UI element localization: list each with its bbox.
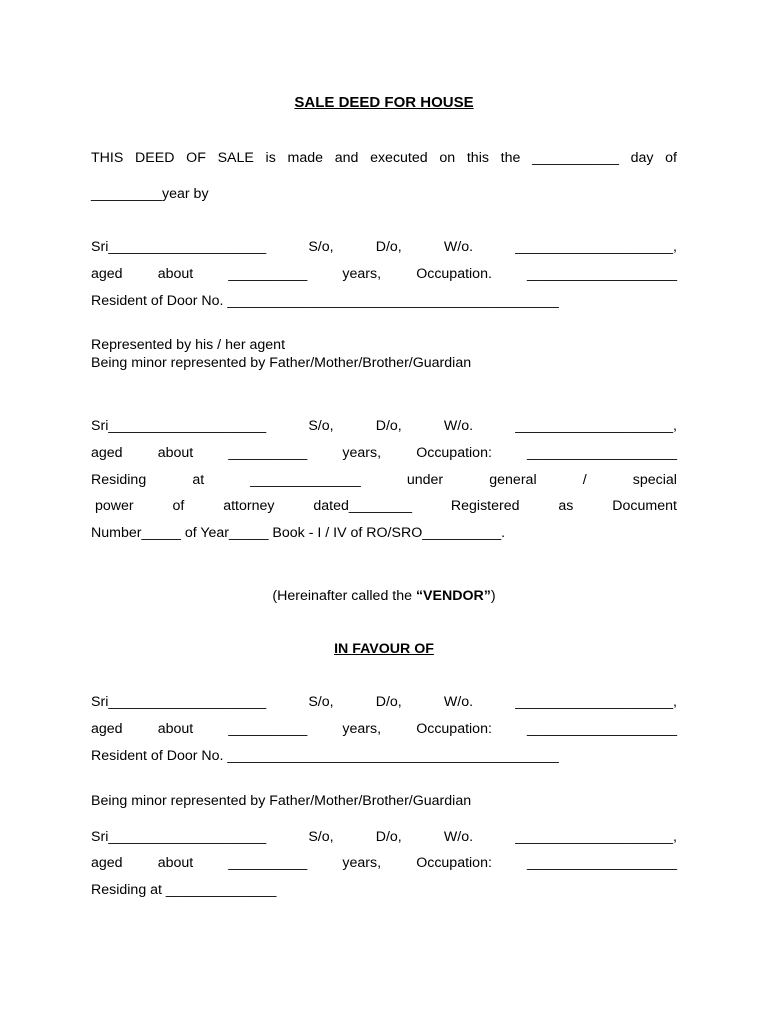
form-word: about (157, 855, 194, 871)
form-word: at (192, 472, 205, 488)
form-word: aged (91, 445, 123, 461)
form-word: SALE (217, 150, 254, 166)
form-word: about (157, 445, 194, 461)
form-word: D/o, (375, 239, 402, 255)
form-word: aged (91, 266, 123, 282)
purchaser-1-residence-row: Resident of Door No. __________________________________________ (91, 748, 559, 764)
agent-line: Represented by his / her agent (91, 337, 286, 353)
form-word: __________ (228, 445, 308, 461)
form-word: S/o, (308, 239, 334, 255)
vendor-caption-term: “VENDOR” (415, 588, 491, 604)
minor-guardian-line: Being minor represented by Father/Mother/Brother/Guardian (91, 355, 472, 371)
form-word: THIS (91, 150, 124, 166)
vendor-1-age-row (91, 265, 677, 283)
vendor-caption-prefix: (Hereinafter called the (272, 588, 416, 604)
form-word: ___________________ (527, 266, 677, 282)
favour-heading: IN FAVOUR OF (334, 641, 434, 657)
form-word: of (665, 150, 677, 166)
form-word: Occupation: (416, 445, 492, 461)
form-word: ____________________, (515, 694, 677, 710)
form-word: Sri____________________ (91, 239, 267, 255)
form-word: general (489, 472, 537, 488)
form-word: under (406, 472, 444, 488)
purchaser-2-residing-row: Residing at ______________ (91, 882, 277, 898)
form-word: S/o, (308, 829, 334, 845)
form-word: W/o. (443, 418, 474, 434)
vendor-caption-suffix: ) (490, 588, 496, 604)
form-word: Sri____________________ (91, 829, 267, 845)
form-word: __________ (228, 721, 308, 737)
vendor-1-residence-row: Resident of Door No. __________________________________________ (91, 293, 559, 309)
form-word: of (172, 498, 185, 514)
form-word: OF (186, 150, 206, 166)
form-word: attorney (223, 498, 275, 514)
form-word: and (334, 150, 359, 166)
form-word: about (157, 721, 194, 737)
form-word: dated________ (313, 498, 413, 514)
vendor-2-residing-row (91, 471, 677, 489)
form-word: Sri____________________ (91, 694, 267, 710)
form-word: S/o, (308, 418, 334, 434)
purchaser-2-name-row (91, 828, 677, 846)
vendor-caption (0, 587, 768, 605)
purchaser-2-age-row (91, 854, 677, 872)
form-word: the (500, 150, 521, 166)
form-word: made (287, 150, 323, 166)
purchaser-minor-guardian-line: Being minor represented by Father/Mother/Brother/Guardian (91, 793, 472, 809)
intro-line-1 (91, 149, 677, 167)
vendor-2-name-row (91, 417, 677, 435)
form-word: DEED (135, 150, 175, 166)
purchaser-1-age-row (91, 720, 677, 738)
form-word: Occupation: (416, 721, 492, 737)
form-word: about (157, 266, 194, 282)
form-word: W/o. (443, 694, 474, 710)
form-word: executed (370, 150, 428, 166)
form-word: is (265, 150, 276, 166)
intro-line-2: _________year by (91, 186, 209, 202)
vendor-2-age-row (91, 444, 677, 462)
form-word: as (558, 498, 574, 514)
form-word: Occupation. (416, 266, 492, 282)
form-word: power (91, 498, 134, 514)
form-word: Sri____________________ (91, 418, 267, 434)
form-word: D/o, (375, 829, 402, 845)
form-word: S/o, (308, 694, 334, 710)
document-title: SALE DEED FOR HOUSE (294, 94, 474, 111)
form-word: Residing (91, 472, 147, 488)
form-word: ___________________ (527, 721, 677, 737)
form-word: Registered (450, 498, 520, 514)
vendor-2-poa-row (91, 497, 677, 515)
form-word: special (632, 472, 677, 488)
form-word: aged (91, 855, 123, 871)
form-word: __________ (228, 266, 308, 282)
form-word: W/o. (443, 239, 474, 255)
form-word: Document (612, 498, 677, 514)
form-word: years, (342, 721, 382, 737)
form-word: ____________________, (515, 829, 677, 845)
vendor-1-name-row (91, 238, 677, 256)
form-word: D/o, (375, 694, 402, 710)
form-word: ___________ (532, 150, 619, 166)
form-word: years, (342, 266, 382, 282)
form-word: aged (91, 721, 123, 737)
form-word: years, (342, 855, 382, 871)
form-word: ____________________, (515, 418, 677, 434)
form-word: ___________________ (527, 855, 677, 871)
form-word: D/o, (375, 418, 402, 434)
form-word: Occupation: (416, 855, 492, 871)
form-word: __________ (228, 855, 308, 871)
form-word: years, (342, 445, 382, 461)
form-word: W/o. (443, 829, 474, 845)
form-word: day (630, 150, 654, 166)
form-word: on (439, 150, 456, 166)
form-word: ____________________, (515, 239, 677, 255)
form-word: this (466, 150, 489, 166)
form-word: ___________________ (527, 445, 677, 461)
form-word: ______________ (250, 472, 361, 488)
vendor-2-registration-row: Number_____ of Year_____ Book - I / IV of RO/SRO__________. (91, 525, 506, 541)
purchaser-1-name-row (91, 693, 677, 711)
form-word: / (582, 472, 587, 488)
